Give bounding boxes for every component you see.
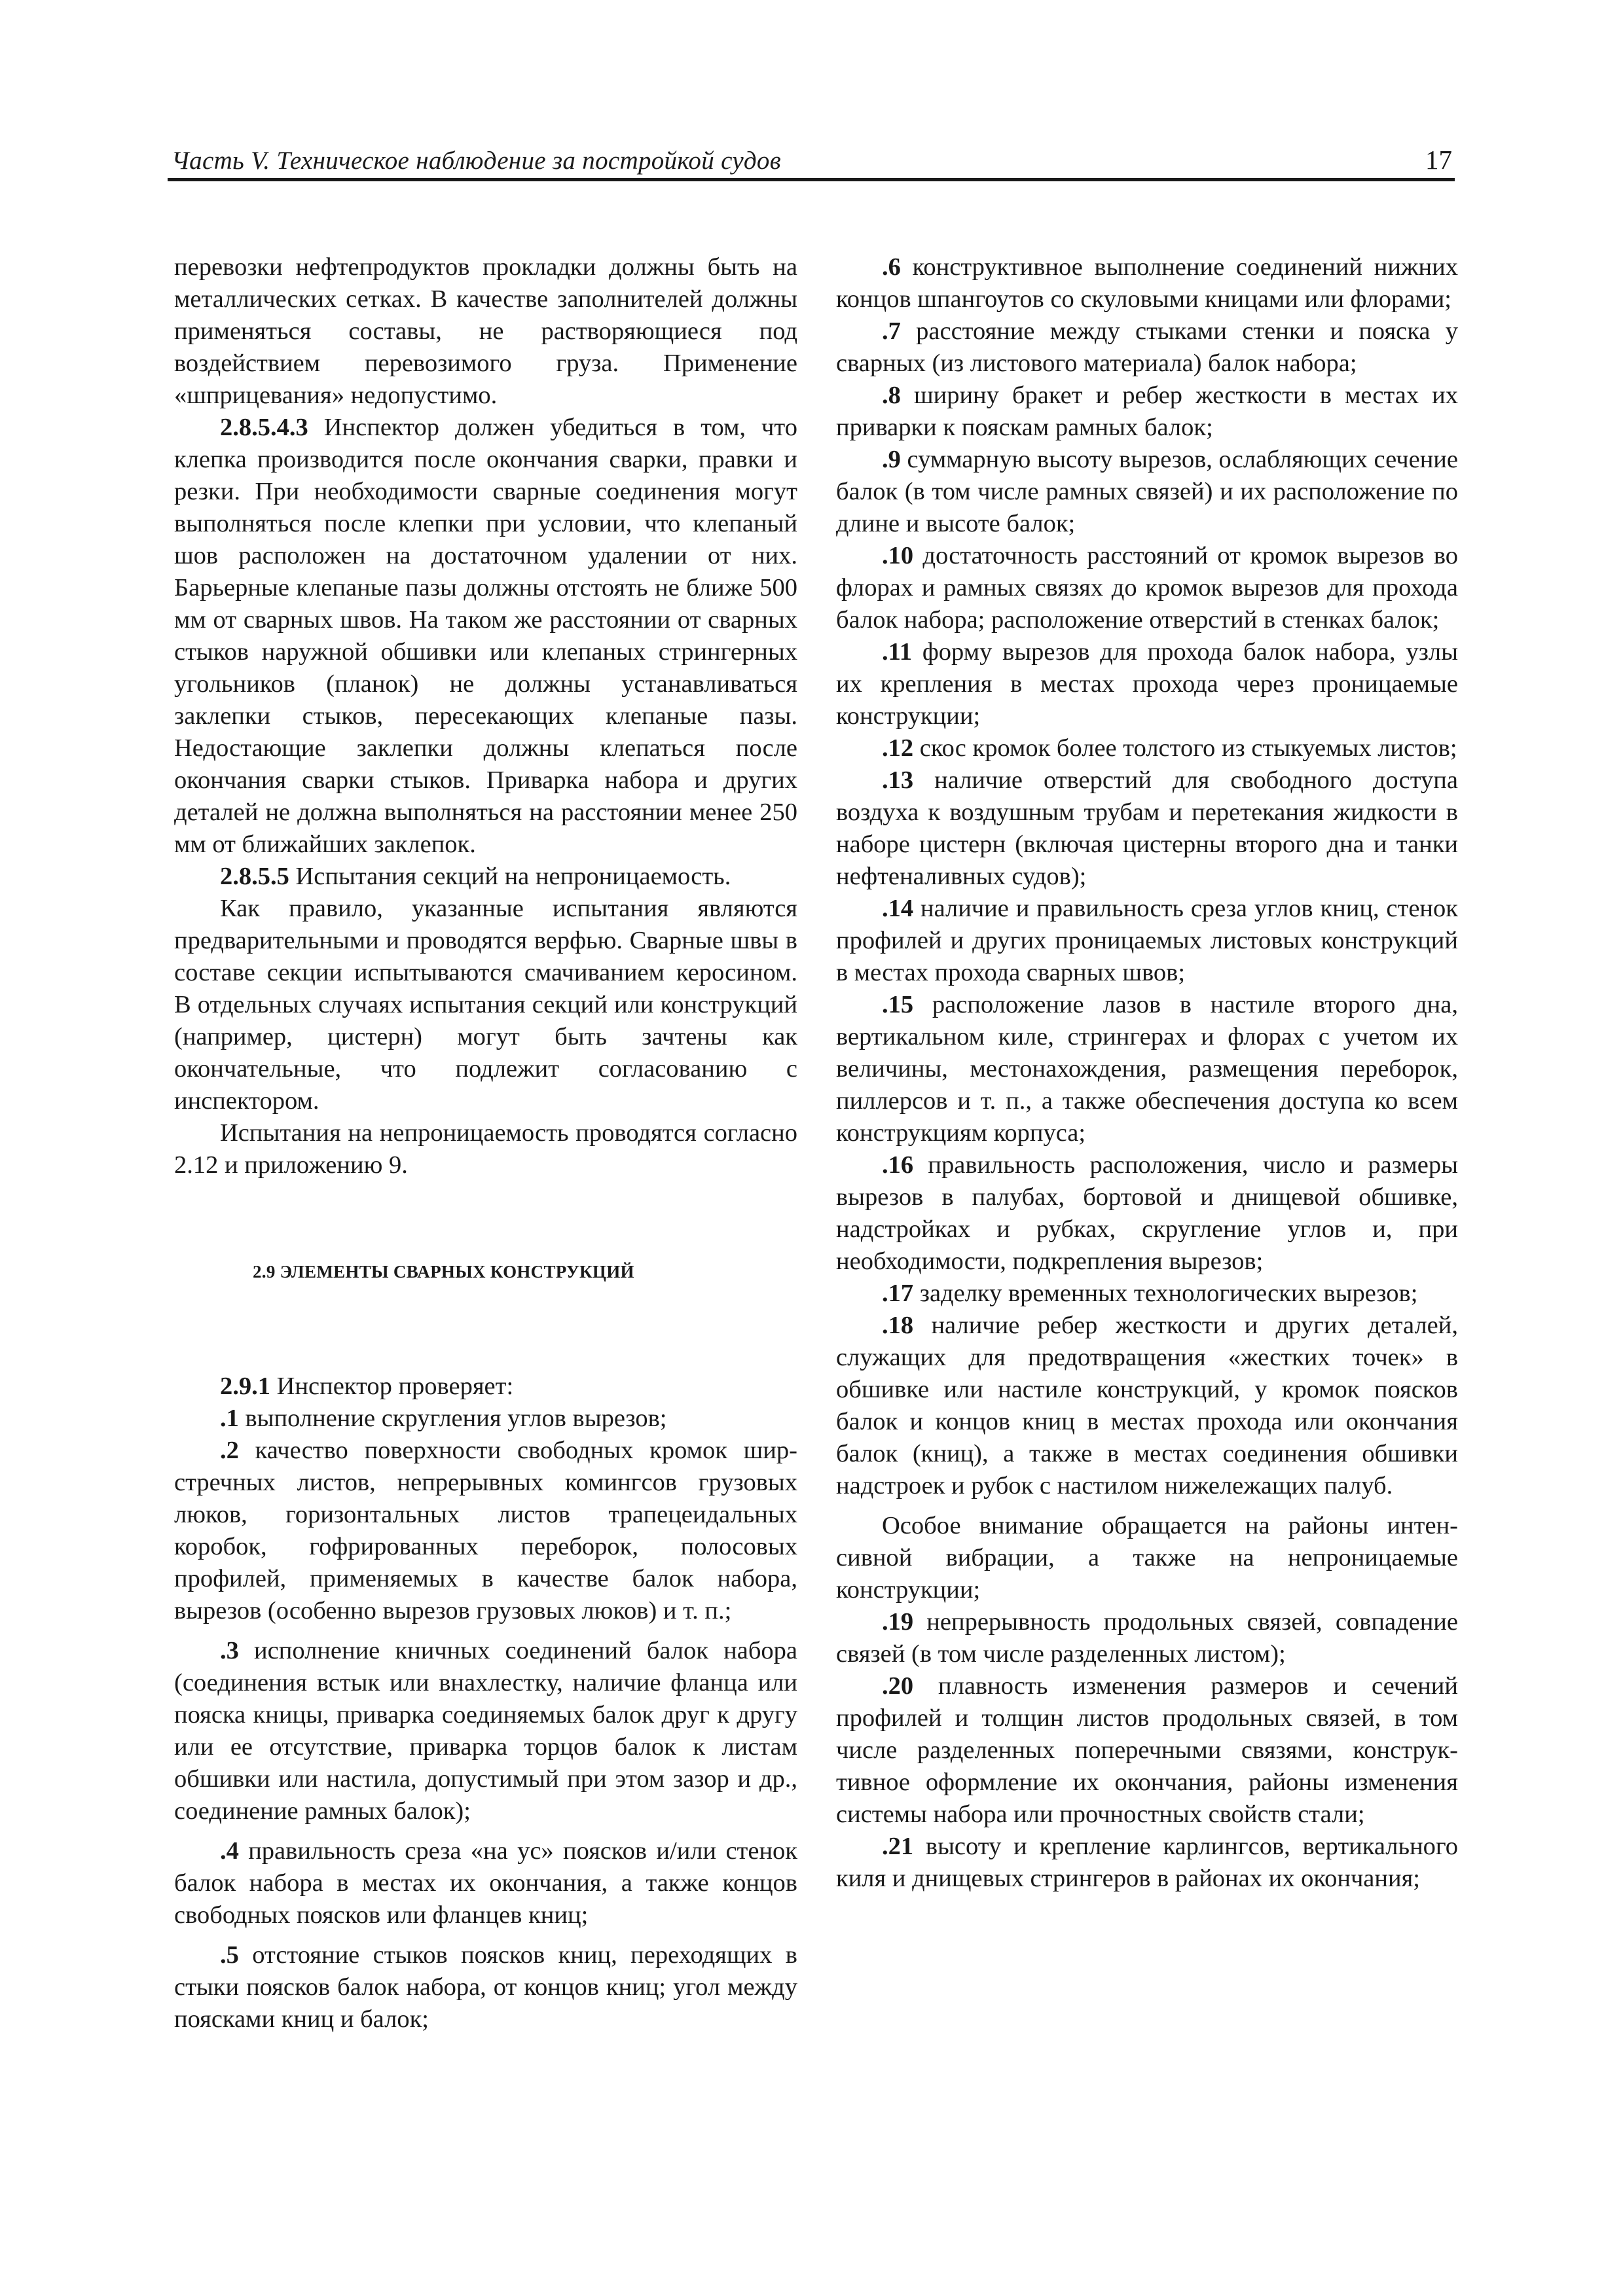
header-title: Часть V. Техническое наблюдение за постройкой судов — [172, 147, 781, 175]
list-item — [836, 380, 1458, 444]
paragraph-2-8-5-5 — [174, 861, 797, 893]
clause-text: Испытания секций на непроницаемость. — [289, 863, 731, 890]
list-item — [174, 1635, 797, 1827]
item-number: .5 — [220, 1941, 239, 1969]
clause-number: 2.8.5.5 — [220, 863, 289, 890]
item-text: конструктивное выполнение соединений нижних концов шпангоутов со скуловыми кницами или флорами; — [836, 253, 1458, 313]
item-text: заделку временных технологических вырезов; — [913, 1280, 1418, 1307]
paragraph-tests: Испытания на непроницаемость проводятся согласно 2.12 и приложению 9. — [174, 1119, 797, 1179]
item-number: .9 — [882, 446, 901, 473]
paragraph-rule: Как правило, указанные испытания являются предварительными и проводятся верфью. Сварные швы в составе секции испытываются смачиванием керосином. В отдельных случаях испытания секций или конструкций (например, цистерн) могут быть зачтены как окончательные, что подлежит согласованию с инспектором. — [174, 895, 797, 1115]
item-number: .18 — [882, 1312, 914, 1339]
item-number: .7 — [882, 317, 901, 345]
item-text: отстояние стыков поясков книц, переходящих в стыки поясков балок набора, от концов книц; угол между поясками книц и балок; — [174, 1941, 797, 2033]
item-number: .17 — [882, 1280, 914, 1307]
item-number: .1 — [220, 1405, 239, 1432]
item-text: наличие и правильность среза углов книц, стенок профилей и других проницаемых листовых конструкций в местах прохода сварных швов; — [836, 895, 1458, 986]
list-item — [836, 444, 1458, 540]
list-item — [836, 764, 1458, 893]
list-item — [836, 315, 1458, 380]
list-item — [836, 636, 1458, 732]
item-text: качество поверхности свободных кромок ширстречных листов, непрерывных комингсов грузовых люков, горизонтальных листов трапецеидальных коробок, гофрированных переборок, полосовых профилей, применяемых в качестве балок набора, вырезов (особенно вырезов грузовых люков) и т. п.; — [174, 1437, 797, 1624]
item-text: высоту и крепление карлингсов, вертикального киля и днищевых стрингеров в районах их окончания; — [836, 1833, 1458, 1892]
item-number: .16 — [882, 1151, 914, 1179]
list-item — [836, 1831, 1458, 1895]
list-item — [836, 1278, 1458, 1310]
item-text: правильность расположения, число и размеры вырезов в палубах, бортовой и днищевой обшивке, надстройках и рубках, скругление углов и, при необходимости, подкрепления вырезов; — [836, 1151, 1458, 1275]
item-number: .3 — [220, 1637, 239, 1664]
item-number: .11 — [882, 638, 913, 666]
list-item — [836, 540, 1458, 636]
running-header — [168, 141, 1455, 181]
item-text: расположение лазов в настиле второго дна, вертикальном киле, стрингерах и флорах с учетом их величины, местонахождения, размещения переборок, пиллерсов и т. п., а также обеспечения доступа ко всем конструкциям корпуса; — [836, 991, 1458, 1147]
item-text: ширину бракет и ребер жесткости в местах их приварки к пояскам рамных балок; — [836, 382, 1458, 441]
list-item — [174, 1403, 797, 1435]
clause-number: 2.9.1 — [220, 1372, 270, 1400]
item-text: исполнение кничных соединений балок набора (соединения встык или внахлестку, наличие фланца или пояска кницы, приварка соединяемых балок друг к другу или ее отсутствие, приварка торцов балок к листам обшивки или настила, допустимый при этом зазор и др., соединение рамных балок); — [174, 1637, 797, 1825]
clause-number: 2.8.5.4.3 — [220, 414, 308, 441]
item-number: .14 — [882, 895, 914, 922]
list-item — [836, 1149, 1458, 1278]
list-item — [174, 1435, 797, 1627]
list-item — [836, 1310, 1458, 1502]
item-number: .15 — [882, 991, 914, 1018]
item-number: .8 — [882, 382, 901, 409]
paragraph-2-8-5-4-3 — [174, 412, 797, 861]
list-item — [174, 1835, 797, 1931]
page-number: 17 — [1425, 145, 1452, 175]
item-text: суммарную высоту вырезов, ослабляющих сечение балок (в том числе рамных связей) и их расположение по длине и высоте балок; — [836, 446, 1458, 537]
list-item — [836, 251, 1458, 315]
item-number: .6 — [882, 253, 901, 281]
item-number: .4 — [220, 1837, 239, 1865]
item-text: правильность среза «на ус» поясков и/или стенок балок набора в местах их окончания, а также концов свободных поясков или фланцев книц; — [174, 1837, 797, 1929]
paragraph-2-9-1 — [174, 1371, 797, 1403]
list-item — [836, 732, 1458, 764]
item-text: достаточность расстояний от кромок вырезов во флорах и рамных связях до кромок вырезов для прохода балок набора; расположение отверстий в стенках балок; — [836, 542, 1458, 634]
item-number: .13 — [882, 766, 914, 794]
item-text: плавность изменения размеров и сечений профилей и толщин листов продольных связей, в том числе разделенных поперечными связями, конструктивное оформление их окончания, районы изменения системы набора или прочностных свойств стали; — [836, 1672, 1458, 1828]
item-text: скос кромок более толстого из стыкуемых листов; — [913, 734, 1457, 762]
item-number: .12 — [882, 734, 914, 762]
item-number: .2 — [220, 1437, 239, 1464]
item-text: форму вырезов для прохода балок набора, узлы их крепления в местах прохода через проницаемые конструкции; — [836, 638, 1458, 730]
item-text: выполнение скругления углов вырезов; — [238, 1405, 667, 1432]
section-title: 2.9 ЭЛЕМЕНТЫ СВАРНЫХ КОНСТРУКЦИЙ — [253, 1262, 634, 1282]
right-column — [836, 251, 1458, 1895]
item-number: .10 — [882, 542, 914, 569]
item-text: наличие ребер жесткости и других деталей, служащих для предотвращения «жестких точек» в обшивке или настиле конструкций, у кромок поясков балок и концов книц в местах прохода или окончания балок (книц), а также в местах соединения обшивки надстроек и рубок с настилом нижележащих палуб. — [836, 1312, 1458, 1499]
list-item — [836, 989, 1458, 1149]
list-item — [174, 1939, 797, 2036]
item-text: наличие отверстий для свободного доступа воздуха к воздушным трубам и перетекания жидкости в наборе цистерн (включая цистерны второго дна и танки нефтеналивных судов); — [836, 766, 1458, 890]
item-number: .20 — [882, 1672, 914, 1700]
paragraph-attention: Особое внимание обращается на районы интенсивной вибрации, а также на непроницаемые конструкции; — [836, 1512, 1458, 1604]
paragraph-continuation: перевозки нефтепродуктов прокладки должны быть на металлических сетках. В качестве заполнителей должны применяться составы, не растворяющиеся под воздействием перевозимого груза. Применение «шприцевания» недопустимо. — [174, 253, 797, 409]
item-text: непрерывность продольных связей, совпадение связей (в том числе разделенных листом); — [836, 1608, 1458, 1668]
item-number: .19 — [882, 1608, 914, 1636]
item-text: расстояние между стыками стенки и пояска у сварных (из листового материала) балок набора; — [836, 317, 1458, 377]
list-item — [836, 1670, 1458, 1831]
left-column — [174, 251, 797, 2036]
list-item — [836, 893, 1458, 989]
clause-text: Инспектор должен убедиться в том, что клепка производится после окончания сварки, правки и резки. При необходимости сварные соединения могут выполняться после клепки при условии, что клепаный шов расположен на достаточном удалении от них. Барьерные клепаные пазы должны отстоять не ближе 500 мм от сварных швов. На таком же расстоянии от сварных стыков наружной обшивки или клепаных стрингерных угольников (планок) не должны устанавливаться заклепки стыков, пересекающих клепаные пазы. Недостающие заклепки должны клепаться после окончания сварки стыков. Приварка набора и других деталей не должна выполняться на расстоянии менее 250 мм от ближайших заклепок. — [174, 414, 797, 858]
list-item — [836, 1606, 1458, 1670]
clause-text: Инспектор проверяет: — [270, 1372, 514, 1400]
item-number: .21 — [882, 1833, 914, 1860]
